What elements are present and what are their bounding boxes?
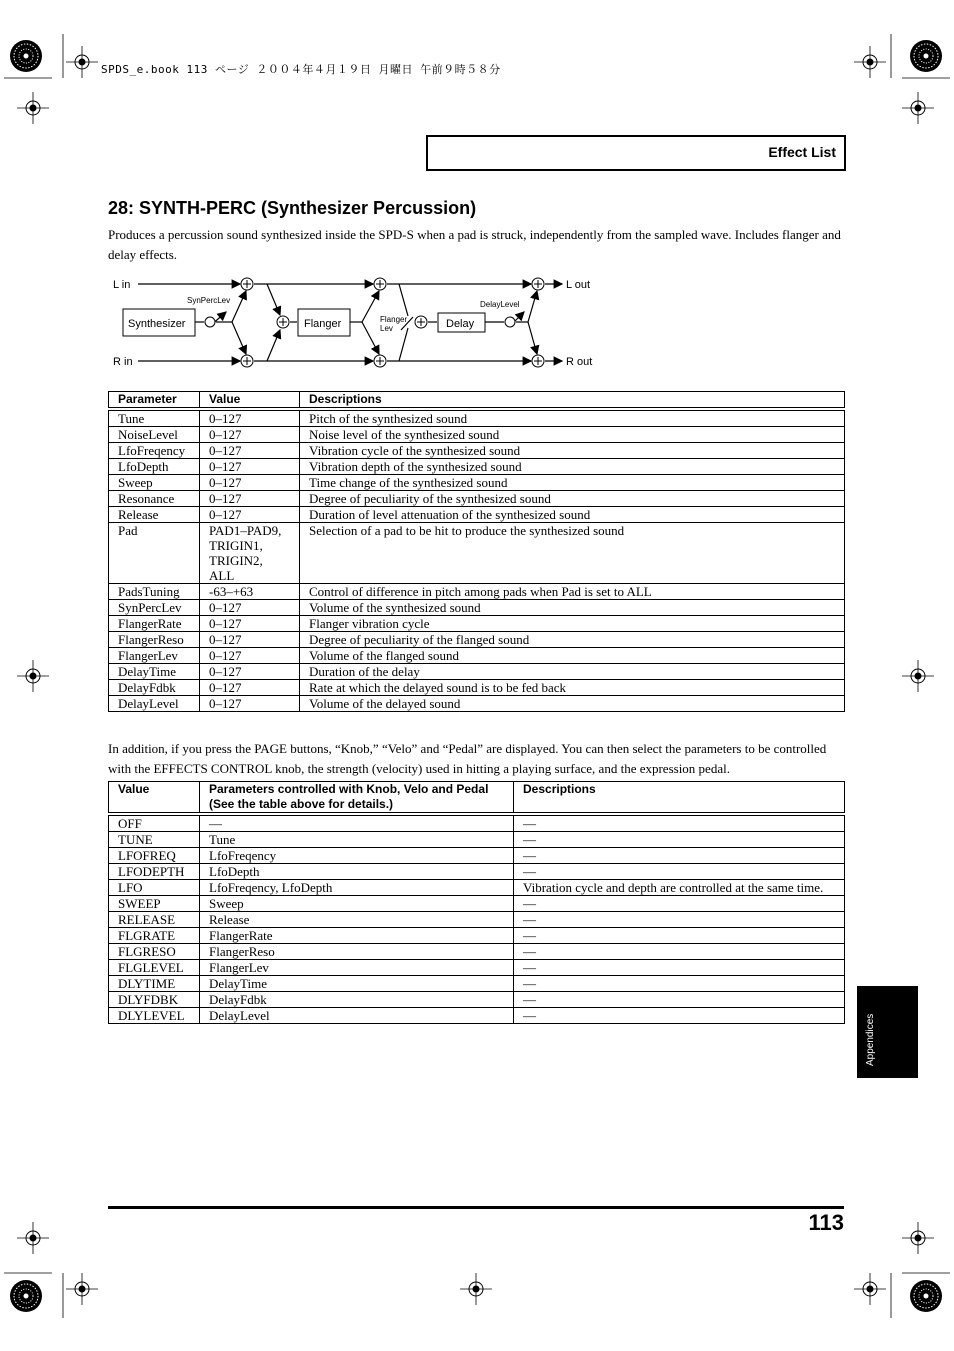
col-header-descriptions: Descriptions (300, 392, 845, 410)
l-in-label: L in (113, 279, 131, 291)
table-cell: LFOFREQ (109, 848, 200, 864)
col-header-parameter: Parameter (109, 392, 200, 410)
table-row (109, 427, 845, 443)
table-row (109, 976, 845, 992)
table-cell: — (514, 896, 845, 912)
table-cell: Time change of the synthesized sound (300, 475, 845, 491)
table-cell: LfoFreqency (109, 443, 200, 459)
table-cell: Release (200, 912, 514, 928)
table-cell: 0–127 (200, 600, 300, 616)
table-cell: DelayLevel (109, 696, 200, 712)
table-cell: 0–127 (200, 409, 300, 427)
table-cell: Vibration depth of the synthesized sound (300, 459, 845, 475)
parameter-table (108, 391, 845, 712)
table-cell: LFO (109, 880, 200, 896)
table-cell: Control of difference in pitch among pads when Pad is set to ALL (300, 584, 845, 600)
table-cell: Tune (200, 832, 514, 848)
table-cell: OFF (109, 814, 200, 832)
table-row (109, 814, 845, 832)
table-row (109, 632, 845, 648)
table-row (109, 864, 845, 880)
flanger-block: Flanger (304, 318, 342, 330)
table-cell: — (514, 992, 845, 1008)
table-cell: Pitch of the synthesized sound (300, 409, 845, 427)
table-cell: FLGRESO (109, 944, 200, 960)
table-row (109, 848, 845, 864)
table-cell: 0–127 (200, 459, 300, 475)
table-cell: Volume of the flanged sound (300, 648, 845, 664)
table-cell: PadsTuning (109, 584, 200, 600)
table-cell: 0–127 (200, 491, 300, 507)
delaylevel-label: DelayLevel (480, 300, 520, 309)
table-cell: Degree of peculiarity of the synthesized sound (300, 491, 845, 507)
table-cell: DelayTime (200, 976, 514, 992)
table-cell: Duration of the delay (300, 664, 845, 680)
table-cell: DLYTIME (109, 976, 200, 992)
table-row (109, 507, 845, 523)
table-cell: 0–127 (200, 507, 300, 523)
table-cell: 0–127 (200, 696, 300, 712)
control-table (108, 781, 845, 1024)
table-row (109, 584, 845, 600)
table-row (109, 648, 845, 664)
table-row (109, 960, 845, 976)
table-cell: Rate at which the delayed sound is to be fed back (300, 680, 845, 696)
table-row (109, 664, 845, 680)
table-cell: DelayTime (109, 664, 200, 680)
table-cell: Noise level of the synthesized sound (300, 427, 845, 443)
table-cell: DelayLevel (200, 1008, 514, 1024)
table-cell: Volume of the synthesized sound (300, 600, 845, 616)
table-cell: Flanger vibration cycle (300, 616, 845, 632)
l-out-label: L out (566, 279, 591, 291)
table-row (109, 523, 845, 584)
table-cell: 0–127 (200, 475, 300, 491)
table-cell: PAD1–PAD9, TRIGIN1, TRIGIN2, ALL (200, 523, 300, 584)
table-row (109, 616, 845, 632)
table-row (109, 896, 845, 912)
table-cell: LfoFreqency, LfoDepth (200, 880, 514, 896)
table-cell: FLGLEVEL (109, 960, 200, 976)
intro-paragraph: Produces a percussion sound synthesized inside the SPD-S when a pad is struck, independently from the sampled wave. Includes flanger and delay effects. (108, 227, 841, 262)
table-cell: FlangerRate (200, 928, 514, 944)
footer-rule (108, 1206, 844, 1209)
table-cell: — (514, 976, 845, 992)
table-cell: Tune (109, 409, 200, 427)
table-cell: 0–127 (200, 632, 300, 648)
table-cell: DelayFdbk (200, 992, 514, 1008)
table-cell: TUNE (109, 832, 200, 848)
table-row (109, 443, 845, 459)
table-row (109, 832, 845, 848)
table-cell: DLYLEVEL (109, 1008, 200, 1024)
table-cell: Resonance (109, 491, 200, 507)
page-number: 113 (808, 1210, 844, 1235)
signal-flow-diagram (0, 0, 954, 380)
side-tab-label: Appendices (865, 1013, 876, 1066)
table-row (109, 409, 845, 427)
table-cell: DLYFDBK (109, 992, 200, 1008)
synthesizer-block: Synthesizer (128, 318, 186, 330)
table-cell: Sweep (200, 896, 514, 912)
table-cell: — (514, 944, 845, 960)
table-cell: — (514, 912, 845, 928)
col-header-descriptions: Descriptions (514, 782, 845, 815)
table-cell: Sweep (109, 475, 200, 491)
col-header-value: Value (109, 782, 200, 815)
table-cell: — (514, 832, 845, 848)
table-cell: 0–127 (200, 427, 300, 443)
table-row (109, 944, 845, 960)
table-cell: — (514, 1008, 845, 1024)
table-cell: — (514, 848, 845, 864)
table-cell: FlangerLev (200, 960, 514, 976)
table-row (109, 912, 845, 928)
table-row (109, 928, 845, 944)
table-row (109, 992, 845, 1008)
flanger-lev-label-1: Flanger (380, 315, 408, 324)
table-cell: SWEEP (109, 896, 200, 912)
table-cell: — (200, 814, 514, 832)
table-cell: 0–127 (200, 680, 300, 696)
control-paragraph: In addition, if you press the PAGE buttons, “Knob,” “Velo” and “Pedal” are displayed. You can then select the parameters to be controlled with the EFFECTS CONTROL knob, the strength (velocity) used in hitting a playing surface, and the expression pedal. (108, 741, 827, 776)
table-cell: FlangerLev (109, 648, 200, 664)
file-info: SPDS_e.book 113 ページ ２００４年４月１９日 月曜日 午前９時５８分 (101, 63, 501, 76)
table-cell: 0–127 (200, 443, 300, 459)
table-cell: LfoDepth (109, 459, 200, 475)
table-cell: -63–+63 (200, 584, 300, 600)
table-cell: Pad (109, 523, 200, 584)
table-cell: FLGRATE (109, 928, 200, 944)
table-cell: LFODEPTH (109, 864, 200, 880)
table-cell: Degree of peculiarity of the flanged sound (300, 632, 845, 648)
table-cell: NoiseLevel (109, 427, 200, 443)
table-row (109, 600, 845, 616)
table-cell: DelayFdbk (109, 680, 200, 696)
table-cell: SynPercLev (109, 600, 200, 616)
table-cell: 0–127 (200, 616, 300, 632)
table-row (109, 459, 845, 475)
table-cell: Volume of the delayed sound (300, 696, 845, 712)
table-cell: LfoDepth (200, 864, 514, 880)
r-out-label: R out (566, 356, 593, 368)
table-cell: RELEASE (109, 912, 200, 928)
table-cell: FlangerReso (200, 944, 514, 960)
table-row (109, 696, 845, 712)
synperclev-label: SynPercLev (187, 296, 231, 305)
table-cell: FlangerRate (109, 616, 200, 632)
col-header-value: Value (200, 392, 300, 410)
delay-block: Delay (446, 318, 475, 330)
table-cell: — (514, 928, 845, 944)
table-row (109, 491, 845, 507)
table-cell: 0–127 (200, 648, 300, 664)
col-header-parameters: Parameters controlled with Knob, Velo and Pedal (See the table above for details.) (200, 782, 514, 815)
table-cell: — (514, 814, 845, 832)
table-cell: Vibration cycle and depth are controlled at the same time. (514, 880, 845, 896)
table-row (109, 880, 845, 896)
table-cell: Duration of level attenuation of the synthesized sound (300, 507, 845, 523)
table-cell: — (514, 960, 845, 976)
table-cell: Vibration cycle of the synthesized sound (300, 443, 845, 459)
flanger-lev-label-2: Lev (380, 324, 393, 333)
table-cell: Release (109, 507, 200, 523)
table-row (109, 680, 845, 696)
table-cell: FlangerReso (109, 632, 200, 648)
table-cell: 0–127 (200, 664, 300, 680)
table-cell: Selection of a pad to be hit to produce the synthesized sound (300, 523, 845, 584)
table-cell: LfoFreqency (200, 848, 514, 864)
table-row (109, 475, 845, 491)
table-cell: — (514, 864, 845, 880)
appendices-side-tab (857, 986, 918, 1078)
r-in-label: R in (113, 356, 133, 368)
table-row (109, 1008, 845, 1024)
section-title: Effect List (768, 144, 836, 160)
page-title: 28: SYNTH-PERC (Synthesizer Percussion) (108, 198, 477, 218)
